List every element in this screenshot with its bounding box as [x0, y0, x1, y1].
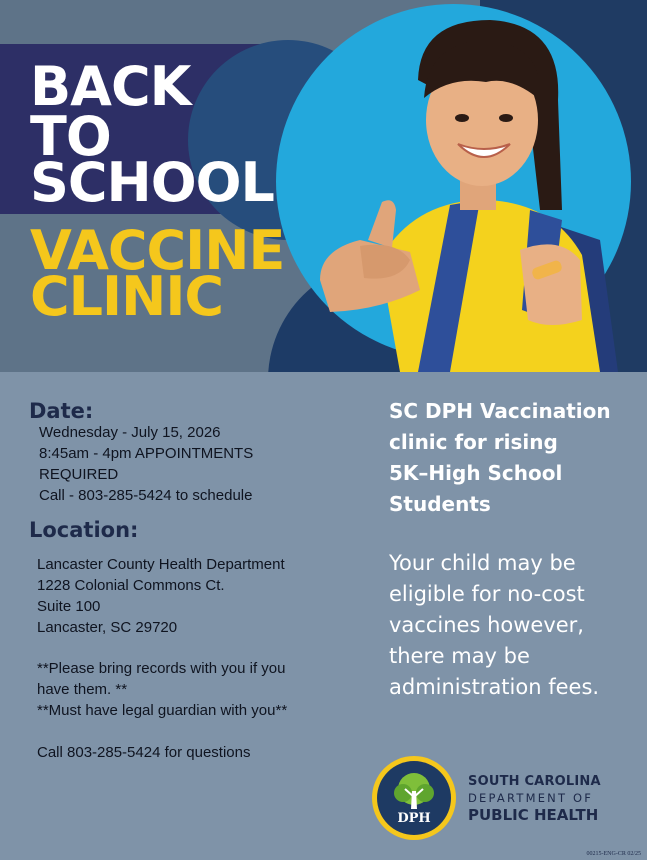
girl-thumbs-up-photo	[300, 20, 620, 372]
form-code: 00215-ENG-CR 02/25	[586, 851, 641, 857]
notes	[37, 658, 287, 721]
department-line: SOUTH CAROLINA	[468, 774, 601, 789]
dph-logo-inner	[377, 761, 451, 835]
department-line: PUBLIC HEALTH	[468, 806, 599, 824]
location-label: Location:	[29, 518, 139, 542]
note-line: **Please bring records with you if you	[37, 660, 286, 677]
department-line: DEPARTMENT OF	[468, 791, 594, 805]
date-label: Date:	[29, 399, 94, 423]
clinic-title-line: SC DPH Vaccination	[389, 399, 611, 423]
eligibility-text	[389, 548, 639, 703]
dph-logo	[372, 756, 456, 840]
questions-line: Call 803-285-5424 for questions	[37, 744, 251, 761]
headline-school: SCHOOL	[30, 151, 274, 214]
eligibility-line: there may be	[389, 644, 530, 668]
headline-vaccine: VACCINE	[30, 219, 285, 282]
location-address	[37, 554, 285, 638]
dph-badge-text: DPH	[397, 811, 431, 826]
note-line: **Must have legal guardian with you**	[37, 702, 288, 719]
eligibility-line: Your child may be	[389, 551, 576, 575]
date-details	[39, 422, 253, 506]
eligibility-line: administration fees.	[389, 675, 600, 699]
headline-to: TO	[30, 105, 111, 168]
eligibility-line: vaccines however,	[389, 613, 584, 637]
schedule-line: Call - 803-285-5424 to schedule	[39, 487, 253, 504]
clinic-title-line: clinic for rising	[389, 430, 558, 454]
eligibility-line: eligible for no-cost	[389, 582, 585, 606]
address-line: Lancaster County Health Department	[37, 556, 285, 573]
appointments-line: REQUIRED	[39, 466, 119, 483]
date-line: Wednesday - July 15, 2026	[39, 424, 221, 441]
department-name	[468, 774, 601, 824]
headline-back: BACK	[30, 55, 191, 118]
clinic-title-line: 5K–High School	[389, 461, 563, 485]
clinic-title	[389, 396, 629, 520]
clinic-title-line: Students	[389, 492, 491, 516]
address-line: Suite 100	[37, 598, 101, 615]
address-line: 1228 Colonial Commons Ct.	[37, 577, 225, 594]
note-line: have them. **	[37, 681, 128, 698]
headline-clinic: CLINIC	[30, 265, 224, 328]
time-line: 8:45am - 4pm APPOINTMENTS	[39, 445, 254, 462]
address-line: Lancaster, SC 29720	[37, 619, 178, 636]
hero-banner	[0, 0, 647, 372]
